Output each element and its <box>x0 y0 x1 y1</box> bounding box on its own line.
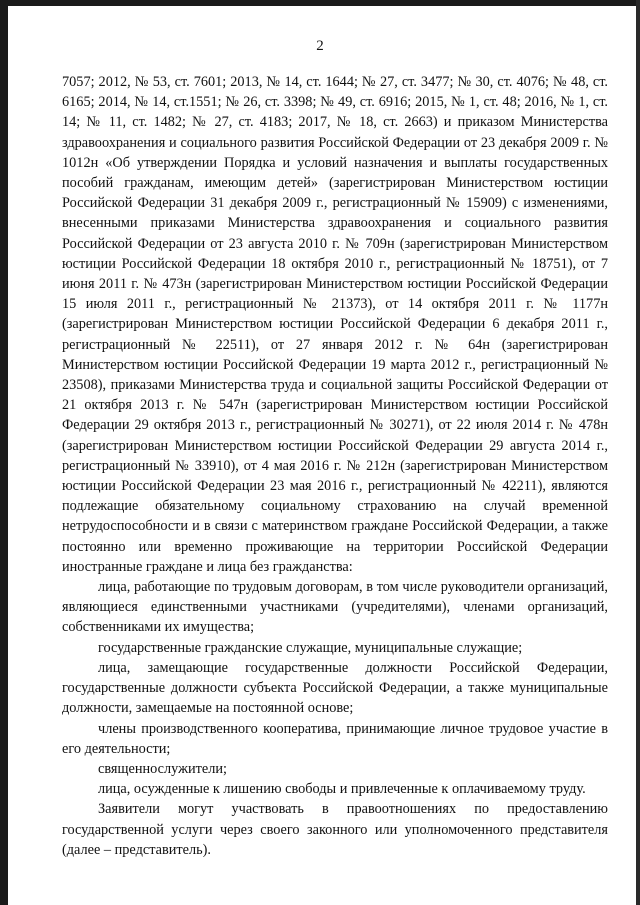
scan-edge-top <box>0 0 640 6</box>
paragraph-cooperative-members: члены производственного кооператива, принимающие личное трудовое участие в его деятельности; <box>62 720 608 757</box>
scan-edge-right <box>636 0 640 905</box>
paragraph-representatives: Заявители могут участвовать в правоотношениях по предоставлению государственной услуги через своего законного или уполномоченного представителя (далее – представитель). <box>62 801 608 858</box>
paragraph-state-positions: лица, замещающие государственные должности Российской Федерации, государственные должности субъекта Российской Федерации, а также муниципальные должности, замещаемые на постоянной основе; <box>62 659 608 717</box>
paragraph-legal-basis: 7057; 2012, № 53, ст. 7601; 2013, № 14, ст. 1644; № 27, ст. 3477; № 30, ст. 4076; № 48, ст. 6165; 2014, № 14, ст.1551; № 26, ст. 3398; № 49, ст. 6916; 2015, № 1, ст. 48; 2016, № 1, ст. 14; № 11, ст. 1482; № 27, ст. 4183; 2017, № 18, ст. 2663) и приказом Министерства здравоохранения и социального развития Российской Федерации от 23 декабря 2009 г. № 1012н «Об утверждении Порядка и условий назначения и выплаты государственных пособий гражданам, имеющим детей» (зарегистрирован Министерством юстиции Российской Федерации 31 декабря 2009 г., регистрационный № 15909) с изменениями, внесенными приказами Министерства здравоохранения и социального развития Российской Федерации от 23 августа 2010 г. № 709н (зарегистрирован Министерством юстиции Российской Федерации 18 октября 2010 г., регистрационный № 18751), от 7 июня 2011 г. № 473н (зарегистрирован Министерством юстиции Российской Федерации 15 июля 2011 г., регистрационный № 21373), от 14 октября 2011 г. № 1177н (зарегистрирован Министерством юстиции Российской Федерации 6 декабря 2011 г., регистрационный № 22511), от 27 января 2012 г. № 64н (зарегистрирован Министерством юстиции Российской Федерации 19 марта 2012 г., регистрационный № 23508), приказами Министерства труда и социальной защиты Российской Федерации от 21 октября 2013 г. № 547н (зарегистрирован Министерством юстиции Российской Федерации 29 октября 2013 г., регистрационный № 30271), от 22 июля 2014 г. № 478н (зарегистрирован Министерством юстиции Российской Федерации 29 августа 2014 г., регистрационный № 33910), от 4 мая 2016 г. № 212н (зарегистрирован Министерством юстиции Российской Федерации 23 мая 2016 г., регистрационный № 42211), являются подлежащие обязательному социальному страхованию на случай временной нетрудоспособности и в связи с материнством граждане Российской Федерации, а также постоянно или временно проживающие на территории Российской Федерации иностранные граждане и лица без гражданства: <box>62 74 608 575</box>
paragraph-convicts: лица, осужденные к лишению свободы и привлеченные к оплачиваемому труду. <box>98 781 586 798</box>
document-body <box>62 72 608 860</box>
paragraph-civil-servants: государственные гражданские служащие, муниципальные служащие; <box>98 639 523 656</box>
paragraph-employees: лица, работающие по трудовым договорам, в том числе руководители организаций, являющиеся единственными участниками (учредителями), членами организаций, собственниками их имущества; <box>62 579 608 636</box>
scan-edge-left <box>0 0 8 905</box>
page-number: 2 <box>316 38 324 54</box>
paragraph-clergy: священнослужители; <box>98 760 227 777</box>
